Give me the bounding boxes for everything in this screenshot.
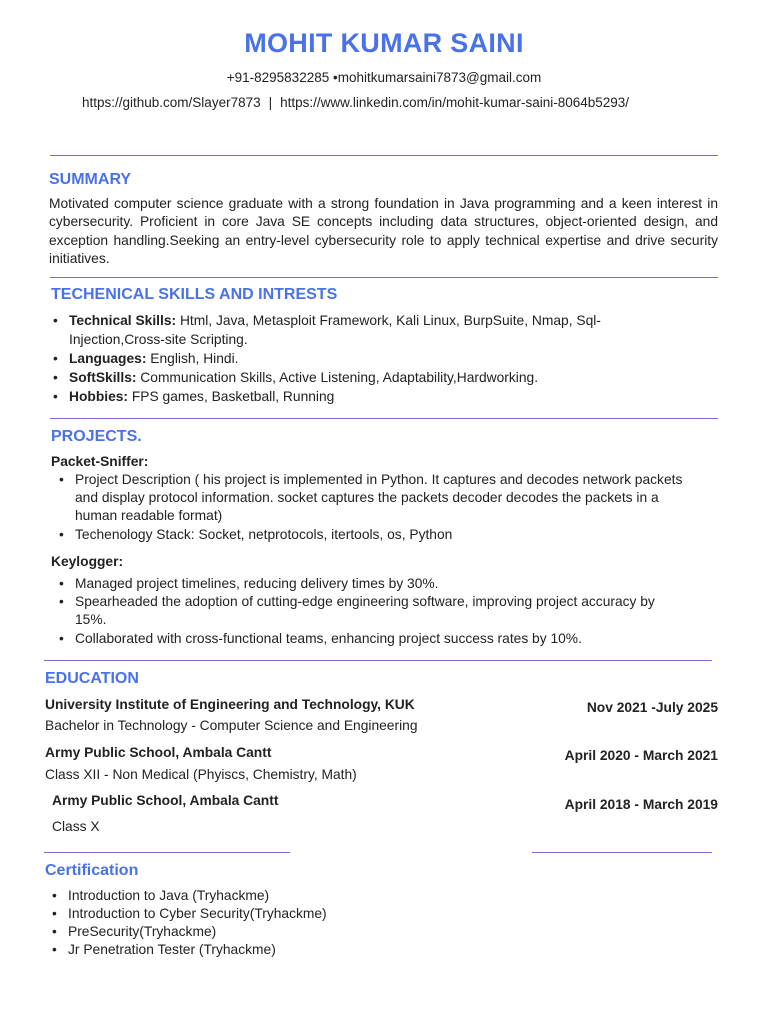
divider (50, 418, 718, 419)
project-title: Keylogger: (51, 554, 124, 569)
education-heading: EDUCATION (45, 670, 139, 687)
divider (44, 660, 712, 661)
contact-line: +91-8295832285 •mohitkumarsaini7873@gmail.com (226, 70, 542, 85)
project-title: Packet-Sniffer: (51, 454, 149, 469)
list-item: • Techenology Stack: Socket, netprotocols, itertools, os, Python (55, 526, 698, 544)
candidate-name: MOHIT KUMAR SAINI (244, 28, 524, 58)
list-item: • Jr Penetration Tester (Tryhackme) (48, 941, 648, 959)
link-separator: | (268, 95, 273, 110)
list-item: • Introduction to Java (Tryhackme) (48, 887, 648, 905)
education-degree: Bachelor in Technology - Computer Science and Engineering (45, 718, 418, 733)
divider (44, 852, 290, 853)
summary-heading: SUMMARY (49, 171, 132, 188)
project-bullets (55, 471, 698, 544)
list-item: • PreSecurity(Tryhackme) (48, 923, 648, 941)
divider (532, 852, 712, 853)
profile-links (82, 95, 629, 110)
list-item: • Project Description ( his project is implemented in Python. It captures and decodes network packets and display protocol information. socket captures the packets decoder decodes the packets in a human readable format) (55, 471, 698, 526)
education-dates: Nov 2021 -July 2025 (586, 700, 718, 715)
certification-heading: Certification (45, 862, 139, 879)
education-dates: April 2020 - March 2021 (564, 748, 718, 763)
list-item: • Managed project timelines, reducing delivery times by 30%. (55, 575, 655, 593)
divider (50, 277, 718, 278)
summary-text: Motivated computer science graduate with a strong foundation in Java programming and a keen interest in cybersecurity. Proficient in core Java SE concepts including data structures, object-oriented design, and exception handling.Seeking an entry-level cybersecurity role to apply technical expertise and drive security initiatives. (49, 196, 718, 266)
project-bullets (55, 575, 655, 648)
list-item: • SoftSkills: Communication Skills, Active Listening, Adaptability,Hardworking. (49, 368, 649, 387)
education-institution: Army Public School, Ambala Cantt (45, 745, 272, 760)
list-item: • Spearheaded the adoption of cutting-edge engineering software, improving project accuracy by 15%. (55, 593, 655, 629)
projects-heading: PROJECTS. (51, 428, 142, 445)
linkedin-link[interactable]: https://www.linkedin.com/in/mohit-kumar-saini-8064b5293/ (280, 95, 630, 110)
list-item: • Languages: English, Hindi. (49, 349, 649, 368)
list-item: • Collaborated with cross-functional teams, enhancing project success rates by 10%. (55, 630, 655, 648)
education-institution: University Institute of Engineering and Technology, KUK (45, 697, 415, 712)
skills-heading: TECHENICAL SKILLS AND INTRESTS (51, 286, 338, 303)
education-institution: Army Public School, Ambala Cantt (52, 793, 279, 808)
list-item: • Technical Skills: Html, Java, Metasploit Framework, Kali Linux, BurpSuite, Nmap, Sql-Injection,Cross-site Scripting. (49, 311, 649, 349)
github-link[interactable]: https://github.com/Slayer7873 (82, 95, 261, 110)
list-item: • Hobbies: FPS games, Basketball, Running (49, 387, 649, 406)
certification-list (48, 887, 648, 959)
education-dates: April 2018 - March 2019 (564, 797, 718, 812)
education-degree: Class X (52, 819, 100, 834)
education-degree: Class XII - Non Medical (Phyiscs, Chemistry, Math) (45, 767, 357, 782)
skills-list (49, 311, 649, 406)
divider (50, 155, 718, 156)
list-item: • Introduction to Cyber Security(Tryhackme) (48, 905, 648, 923)
